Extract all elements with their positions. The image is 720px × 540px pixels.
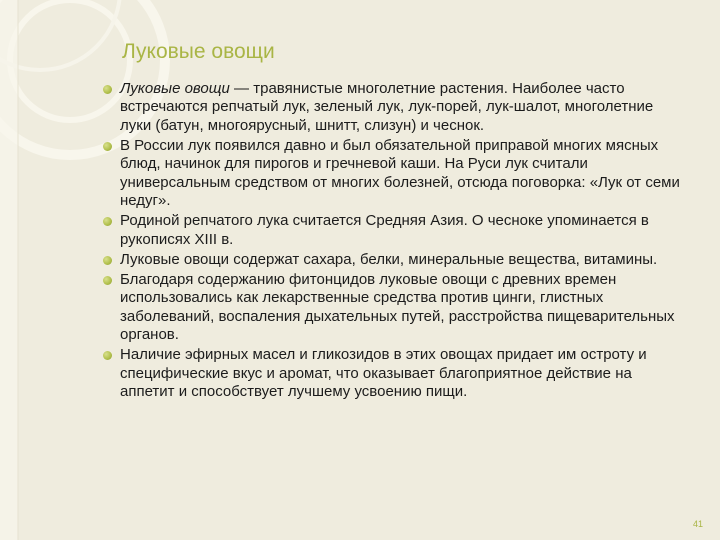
bullet-item bbox=[103, 346, 683, 401]
bullet-text: Наличие эфирных масел и гликозидов в этих овощах придает им остроту и специфические вкус и аромат, что оказывает благоприятное действие на аппетит и способствует лучшему усвоению пищи. bbox=[120, 346, 647, 400]
bullet-dot-icon bbox=[103, 142, 112, 151]
bullet-item bbox=[103, 137, 683, 211]
bullet-item bbox=[103, 80, 683, 135]
bullet-item bbox=[103, 212, 683, 249]
bullet-dot-icon bbox=[103, 351, 112, 360]
bullet-list bbox=[103, 80, 683, 403]
bullet-term: Луковые овощи bbox=[120, 80, 230, 97]
bullet-text: Луковые овощи содержат сахара, белки, минеральные вещества, витамины. bbox=[120, 250, 658, 268]
bullet-item bbox=[103, 271, 683, 345]
page-number: 41 bbox=[692, 519, 703, 529]
slide-title: Луковые овощи bbox=[122, 40, 275, 63]
bullet-dot-icon bbox=[103, 85, 112, 94]
bullet-text: — травянистые многолетние растения. Наиболее часто встречаются репчатый лук, зеленый лук, лук-порей, лук-шалот, многолетние луки (батун, многоярусный, шнитт, слизун) и чеснок. bbox=[120, 80, 654, 134]
bullet-item bbox=[103, 251, 683, 269]
bullet-dot-icon bbox=[103, 256, 112, 265]
bullet-text: Родиной репчатого лука считается Средняя Азия. О чесноке упоминается в рукописях XIII в. bbox=[120, 212, 649, 248]
bullet-dot-icon bbox=[103, 217, 112, 226]
bullet-dot-icon bbox=[103, 276, 112, 285]
bullet-text: Благодаря содержанию фитонцидов луковые овощи с древних времен использовались как лекарственные средства против цинги, глистных заболеваний, воспаления дыхательных путей, расстройства пищеварительных органов. bbox=[120, 270, 675, 344]
bullet-text: В России лук появился давно и был обязательной приправой многих мясных блюд, начинок для пирогов и гречневой каши. На Руси лук считали универсальным средством от многих болезней, отсюда поговорка: «Лук от семи недуг». bbox=[120, 136, 680, 210]
